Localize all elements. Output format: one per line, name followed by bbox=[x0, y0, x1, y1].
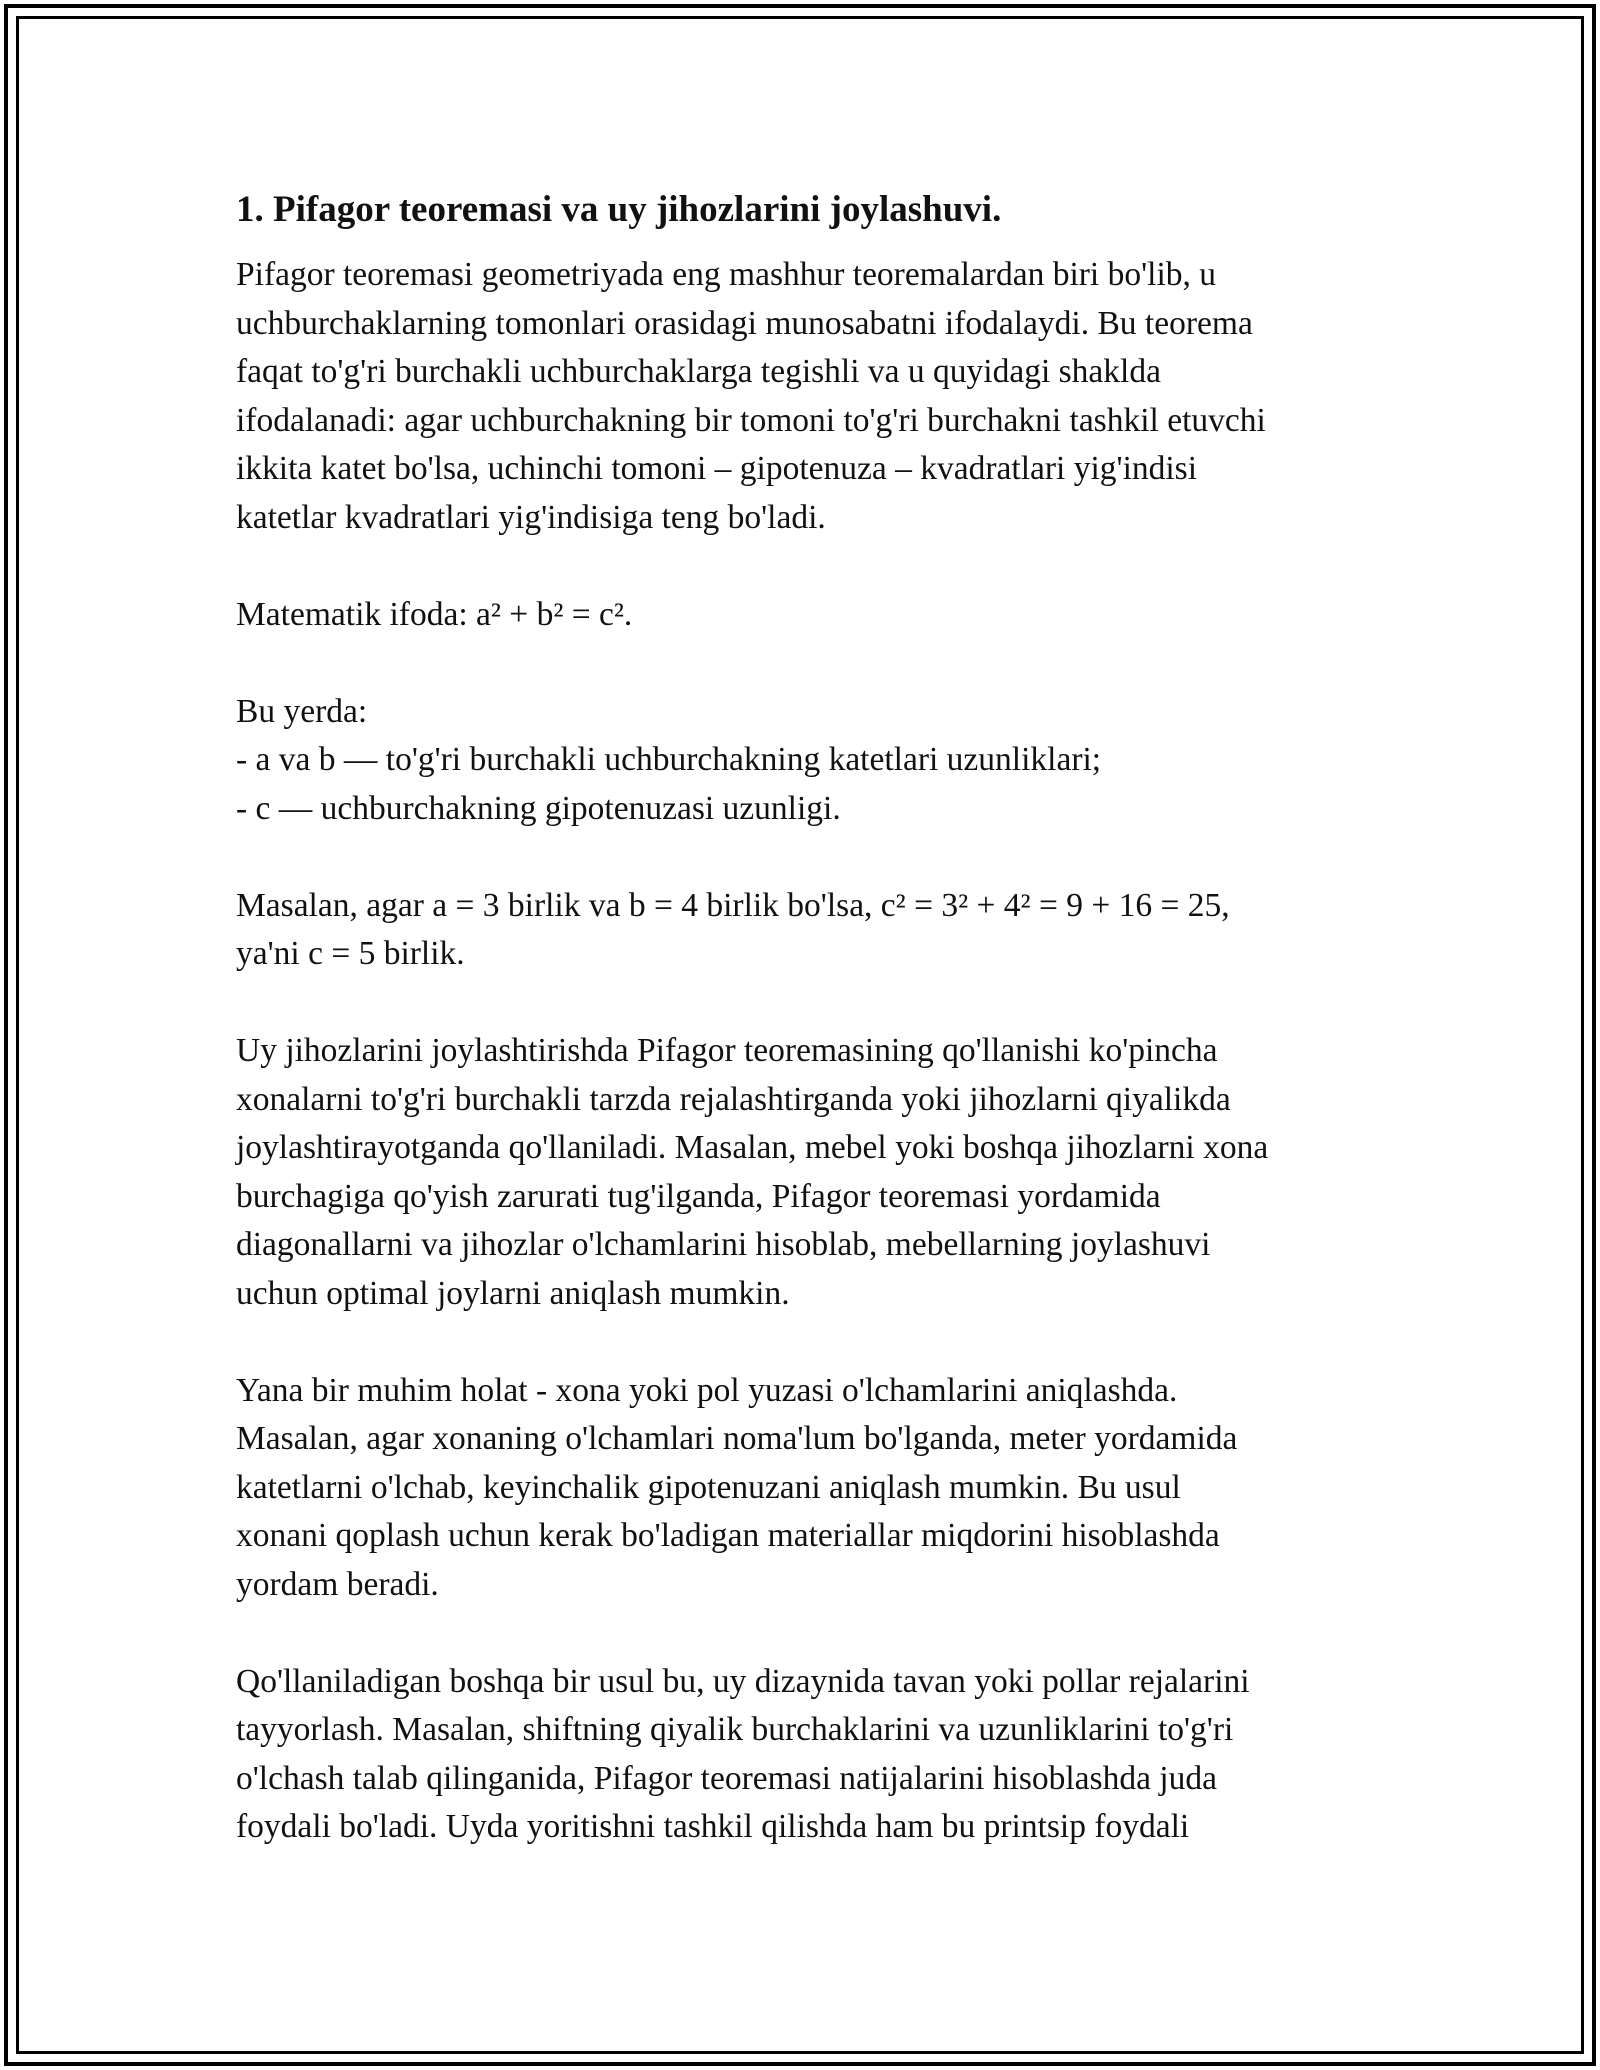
text-line: Matematik ifoda: a² + b² = c². bbox=[236, 595, 633, 633]
paragraph bbox=[236, 1367, 1376, 1610]
text-line: burchagiga qo'yish zarurati tug'ilganda, Pifagor teoremasi yordamida bbox=[236, 1177, 1161, 1215]
text-line: Qo'llaniladigan boshqa bir usul bu, uy dizaynida tavan yoki pollar rejalarini bbox=[236, 1662, 1250, 1700]
paragraph bbox=[236, 591, 1376, 640]
text-line: ikkita katet bo'lsa, uchinchi tomoni – gipotenuza – kvadratlari yig'indisi bbox=[236, 450, 1198, 487]
text-line: xonalarni to'g'ri burchakli tarzda rejalashtirganda yoki jihozlarni qiyalikda bbox=[236, 1080, 1231, 1118]
text-line: katetlar kvadratlari yig'indisiga teng bo'ladi. bbox=[236, 498, 826, 536]
text-line: uchburchaklarning tomonlari orasidagi munosabatni ifodalaydi. Bu teorema bbox=[236, 304, 1253, 342]
paragraph bbox=[236, 688, 1376, 834]
text-line: Masalan, agar a = 3 birlik va b = 4 birlik bo'lsa, c² = 3² + 4² = 9 + 16 = 25, bbox=[236, 886, 1230, 924]
text-line: - a va b — to'g'ri burchakli uchburchakning katetlari uzunliklari; bbox=[236, 741, 1102, 778]
paragraph bbox=[236, 1027, 1376, 1318]
paragraph-list bbox=[236, 251, 1376, 1852]
text-line: - c — uchburchakning gipotenuzasi uzunligi. bbox=[236, 789, 841, 827]
text-line: Pifagor teoremasi geometriyada eng mashhur teoremalardan biri bo'lib, u bbox=[236, 256, 1217, 293]
paragraph bbox=[236, 882, 1376, 979]
text-line: o'lchash talab qilinganida, Pifagor teoremasi natijalarini hisoblashda juda bbox=[236, 1759, 1217, 1797]
text-line: katetlarni o'lchab, keyinchalik gipotenuzani aniqlash mumkin. Bu usul bbox=[236, 1468, 1181, 1506]
text-line: Yana bir muhim holat - xona yoki pol yuzasi o'lchamlarini aniqlashda. bbox=[236, 1371, 1178, 1409]
text-line: Bu yerda: bbox=[236, 692, 368, 730]
text-line: Uy jihozlarini joylashtirishda Pifagor teoremasining qo'llanishi ko'pincha bbox=[236, 1032, 1218, 1069]
text-line: ifodalanadi: agar uchburchakning bir tomoni to'g'ri burchakni tashkil etuvchi bbox=[236, 401, 1266, 439]
text-line: foydali bo'ladi. Uyda yoritishni tashkil qilishda ham bu printsip foydali bbox=[236, 1808, 1190, 1845]
text-line: tayyorlash. Masalan, shiftning qiyalik burchaklarini va uzunliklarini to'g'ri bbox=[236, 1711, 1234, 1748]
text-line: ya'ni c = 5 birlik. bbox=[236, 935, 465, 972]
text-line: diagonallarni va jihozlar o'lchamlarini hisoblab, mebellarning joylashuvi bbox=[236, 1226, 1211, 1263]
text-line: faqat to'g'ri burchakli uchburchaklarga tegishli va u quyidagi shaklda bbox=[236, 353, 1161, 390]
document-body bbox=[236, 185, 1376, 1900]
text-line: joylashtirayotganda qo'llaniladi. Masalan, mebel yoki boshqa jihozlarni xona bbox=[236, 1129, 1269, 1166]
section-heading: 1. Pifagor teoremasi va uy jihozlarini joylashuvi. bbox=[236, 189, 1002, 230]
text-line: uchun optimal joylarni aniqlash mumkin. bbox=[236, 1274, 790, 1312]
text-line: Masalan, agar xonaning o'lchamlari noma'lum bo'lganda, meter yordamida bbox=[236, 1420, 1238, 1457]
paragraph bbox=[236, 1658, 1376, 1852]
text-line: yordam beradi. bbox=[236, 1565, 439, 1603]
paragraph bbox=[236, 251, 1376, 542]
text-line: xonani qoplash uchun kerak bo'ladigan materiallar miqdorini hisoblashda bbox=[236, 1517, 1220, 1554]
